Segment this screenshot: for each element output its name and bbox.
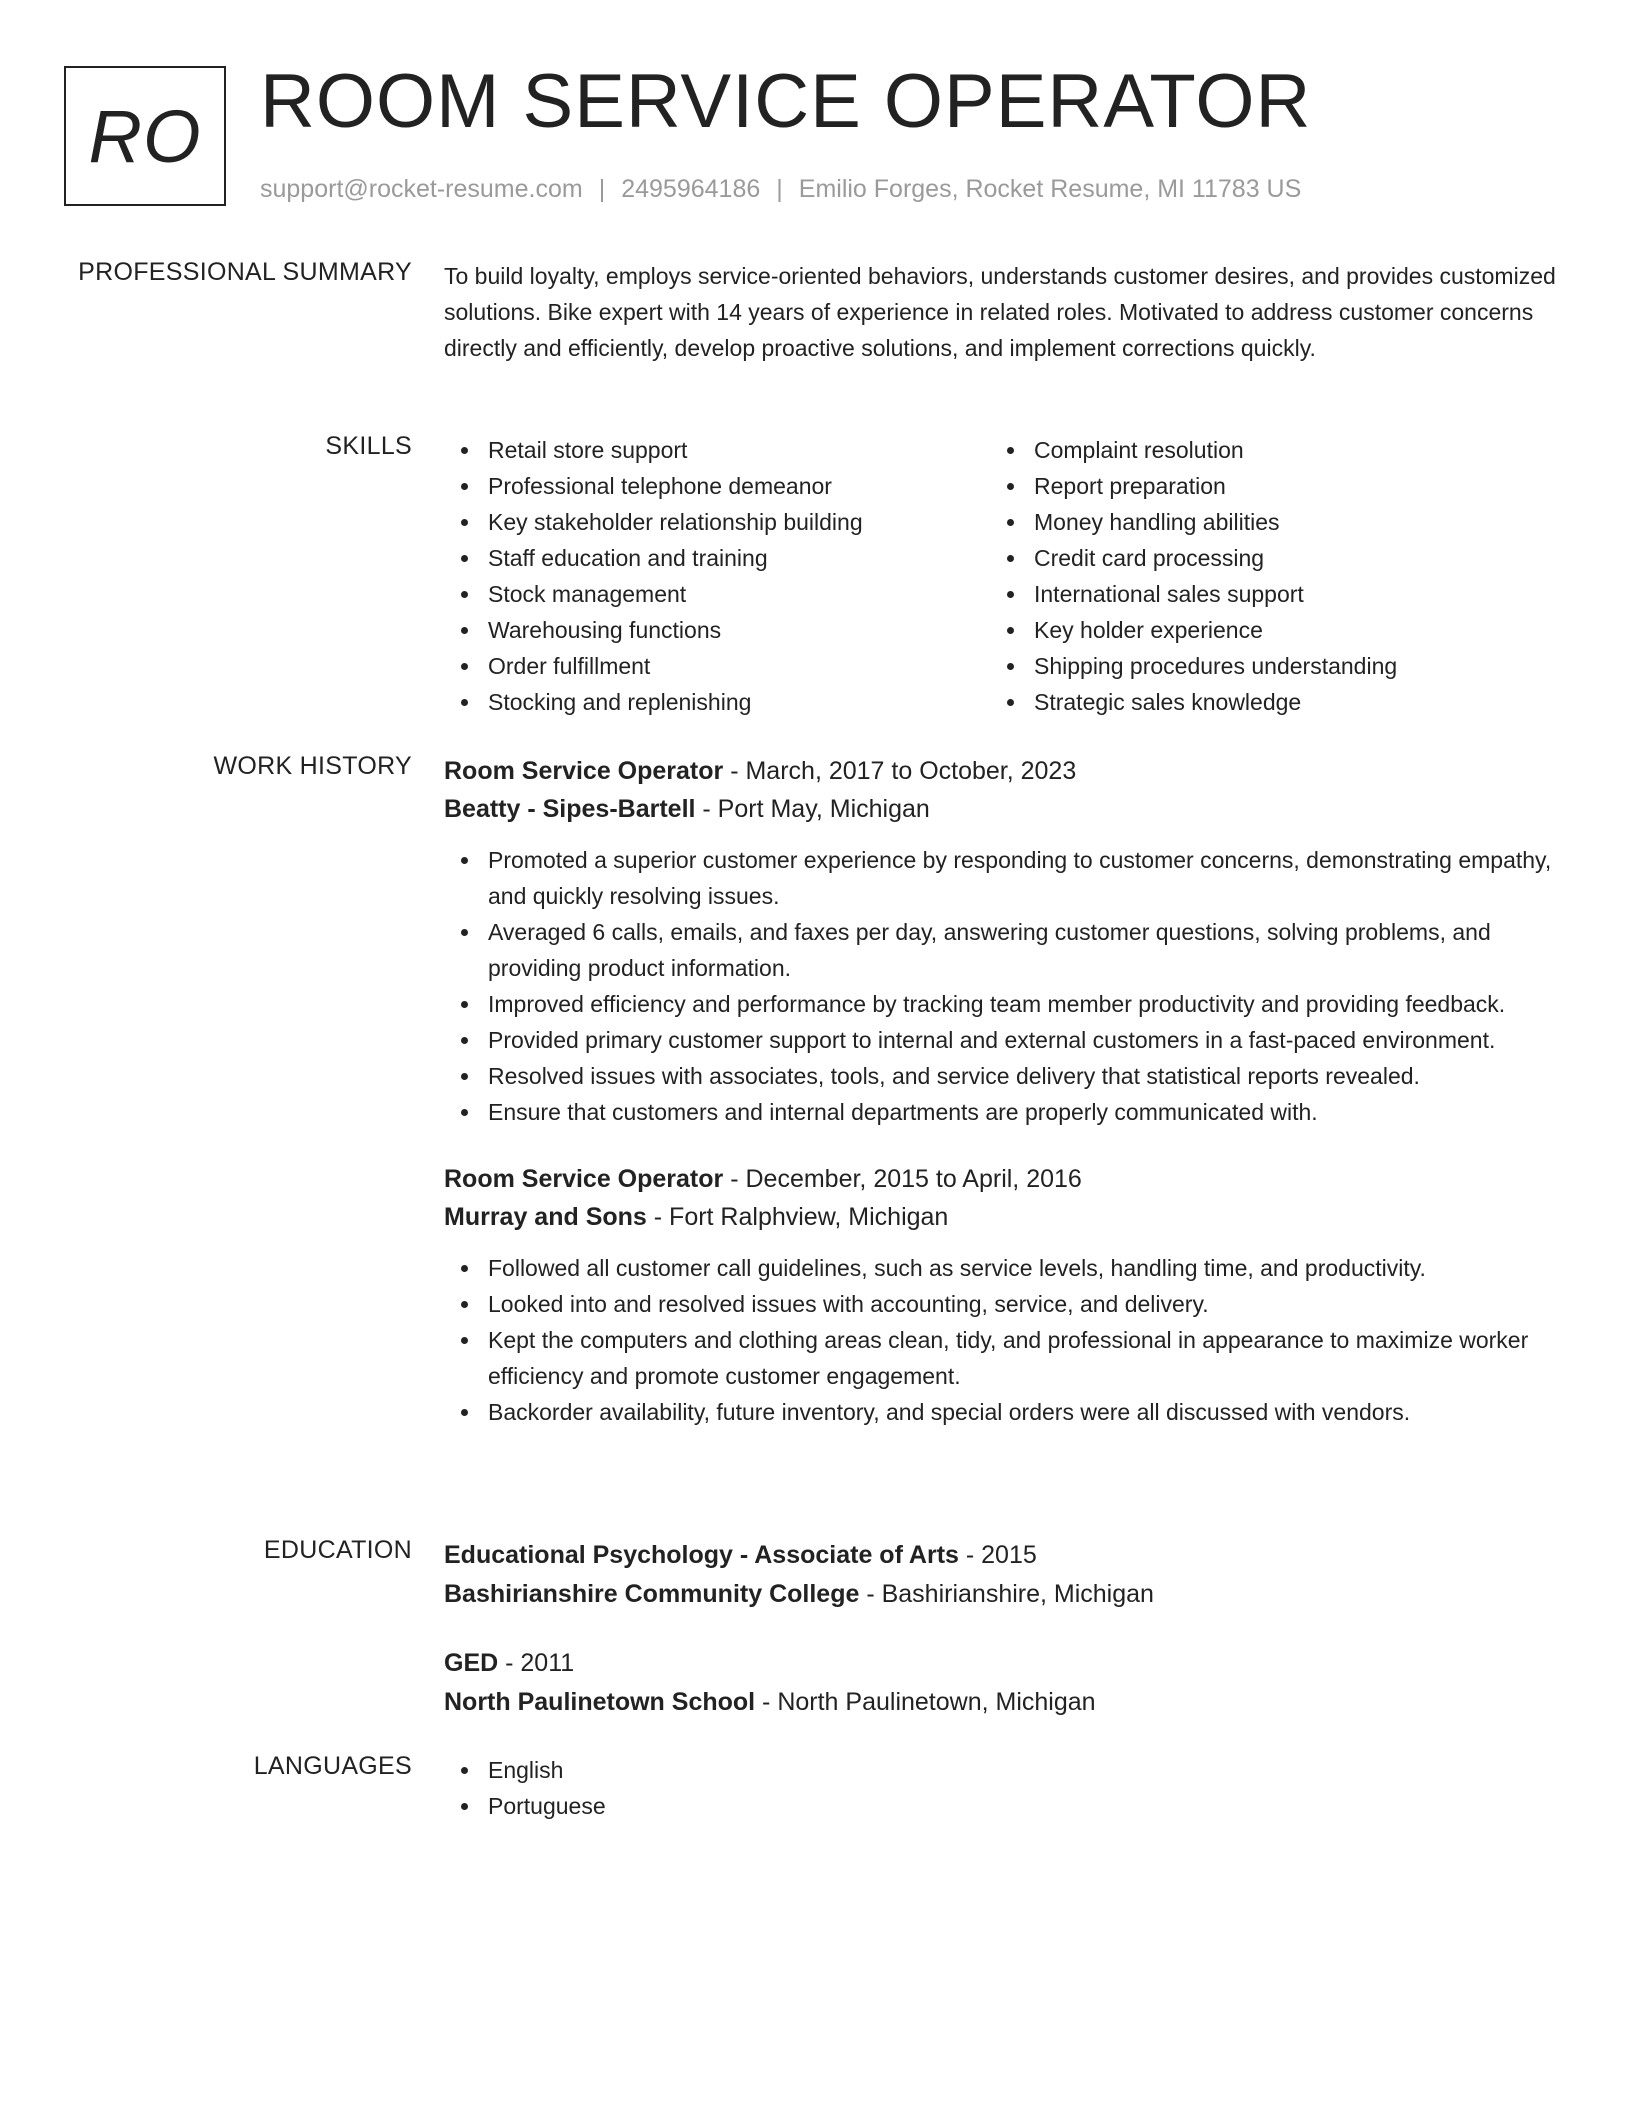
- job-title: Room Service Operator: [444, 757, 724, 785]
- skill-item: Order fulfillment: [444, 648, 990, 684]
- skill-item: Retail store support: [444, 432, 990, 468]
- skill-item: Key holder experience: [990, 612, 1536, 648]
- skills-list-left: [444, 432, 990, 720]
- section-label-skills: SKILLS: [325, 432, 412, 460]
- education-degree-line: [444, 1536, 1560, 1575]
- job-entry: [444, 752, 1560, 1130]
- skill-item: Money handling abilities: [990, 504, 1536, 540]
- languages-body: [444, 1752, 1560, 1824]
- contact-separator: |: [776, 175, 783, 203]
- skill-item: Key stakeholder relationship building: [444, 504, 990, 540]
- education-entry: [444, 1536, 1560, 1614]
- job-location: - Port May, Michigan: [695, 795, 930, 823]
- skills-grid: [444, 432, 1560, 720]
- work-history-body: [444, 752, 1560, 1460]
- job-dates: - March, 2017 to October, 2023: [723, 757, 1077, 785]
- section-label-work-history: WORK HISTORY: [213, 752, 412, 780]
- contact-separator: |: [598, 175, 606, 203]
- skill-item: Professional telephone demeanor: [444, 468, 990, 504]
- monogram-badge: RO: [64, 66, 226, 206]
- skill-item: Complaint resolution: [990, 432, 1536, 468]
- job-duty: Ensure that customers and internal departments are properly communicated with.: [444, 1094, 1560, 1130]
- skill-item: Credit card processing: [990, 540, 1536, 576]
- education-degree: GED: [444, 1649, 499, 1677]
- skill-item: Report preparation: [990, 468, 1536, 504]
- job-duties-list: [444, 842, 1560, 1130]
- job-title-line: [444, 1160, 1560, 1198]
- job-duty: Resolved issues with associates, tools, and service delivery that statistical reports revealed.: [444, 1058, 1560, 1094]
- skills-list-right: [990, 432, 1536, 720]
- skill-item: Stock management: [444, 576, 990, 612]
- education-degree-line: [444, 1644, 1560, 1683]
- job-duty: Followed all customer call guidelines, such as service levels, handling time, and productivity.: [444, 1250, 1560, 1286]
- job-entry: [444, 1160, 1560, 1430]
- job-duty: Averaged 6 calls, emails, and faxes per day, answering customer questions, solving problems, and providing product information.: [444, 914, 1560, 986]
- job-dates: - December, 2015 to April, 2016: [723, 1165, 1082, 1193]
- job-company-line: [444, 1198, 1560, 1236]
- education-year: - 2015: [958, 1541, 1037, 1569]
- education-school-line: [444, 1683, 1560, 1722]
- section-label-education: EDUCATION: [263, 1536, 412, 1564]
- job-duty: Provided primary customer support to internal and external customers in a fast-paced environment.: [444, 1022, 1560, 1058]
- skill-item: Stocking and replenishing: [444, 684, 990, 720]
- contact-line: [260, 175, 1301, 204]
- languages-list: [444, 1752, 1560, 1824]
- job-company: Beatty - Sipes-Bartell: [444, 795, 696, 823]
- education-entry: [444, 1644, 1560, 1722]
- education-school: Bashirianshire Community College: [444, 1580, 860, 1608]
- section-label-summary: PROFESSIONAL SUMMARY: [78, 258, 412, 286]
- language-item: English: [444, 1752, 1560, 1788]
- job-location: - Fort Ralphview, Michigan: [646, 1203, 949, 1231]
- education-body: [444, 1536, 1560, 1722]
- job-duty: Looked into and resolved issues with accounting, service, and delivery.: [444, 1286, 1560, 1322]
- skill-item: Strategic sales knowledge: [990, 684, 1536, 720]
- education-location: - Bashirianshire, Michigan: [859, 1580, 1154, 1608]
- job-duty: Kept the computers and clothing areas clean, tidy, and professional in appearance to maximize worker efficiency and promote customer engagement.: [444, 1322, 1560, 1394]
- job-duty: Backorder availability, future inventory, and special orders were all discussed with vendors.: [444, 1394, 1560, 1430]
- skill-item: Warehousing functions: [444, 612, 990, 648]
- summary-text: To build loyalty, employs service-oriented behaviors, understands customer desires, and provides customized solutions. Bike expert with 14 years of experience in related roles. Motivated to address customer concerns directly and efficiently, develop proactive solutions, and implement corrections quickly.: [444, 263, 1556, 361]
- education-school-line: [444, 1575, 1560, 1614]
- skills-body: [444, 432, 1560, 720]
- job-title-line: [444, 752, 1560, 790]
- skill-item: Staff education and training: [444, 540, 990, 576]
- job-title: Room Service Operator: [444, 1165, 724, 1193]
- language-item: Portuguese: [444, 1788, 1560, 1824]
- address: Emilio Forges, Rocket Resume, MI 11783 US: [798, 175, 1302, 203]
- skill-item: International sales support: [990, 576, 1536, 612]
- education-location: - North Paulinetown, Michigan: [755, 1688, 1096, 1716]
- education-school: North Paulinetown School: [444, 1688, 756, 1716]
- summary-body: [444, 258, 1560, 366]
- job-company-line: [444, 790, 1560, 828]
- job-duty: Promoted a superior customer experience by responding to customer concerns, demonstrating empathy, and quickly resolving issues.: [444, 842, 1560, 914]
- education-degree: Educational Psychology - Associate of Arts: [444, 1541, 959, 1569]
- job-company: Murray and Sons: [444, 1203, 647, 1231]
- job-duty: Improved efficiency and performance by tracking team member productivity and providing feedback.: [444, 986, 1560, 1022]
- skill-item: Shipping procedures understanding: [990, 648, 1536, 684]
- education-year: - 2011: [498, 1649, 575, 1677]
- resume-title: ROOM SERVICE OPERATOR: [260, 59, 1312, 144]
- phone-number[interactable]: 2495964186: [621, 175, 761, 203]
- section-label-languages: LANGUAGES: [253, 1752, 412, 1780]
- email-link[interactable]: support@rocket-resume.com: [260, 175, 583, 203]
- job-duties-list: [444, 1250, 1560, 1430]
